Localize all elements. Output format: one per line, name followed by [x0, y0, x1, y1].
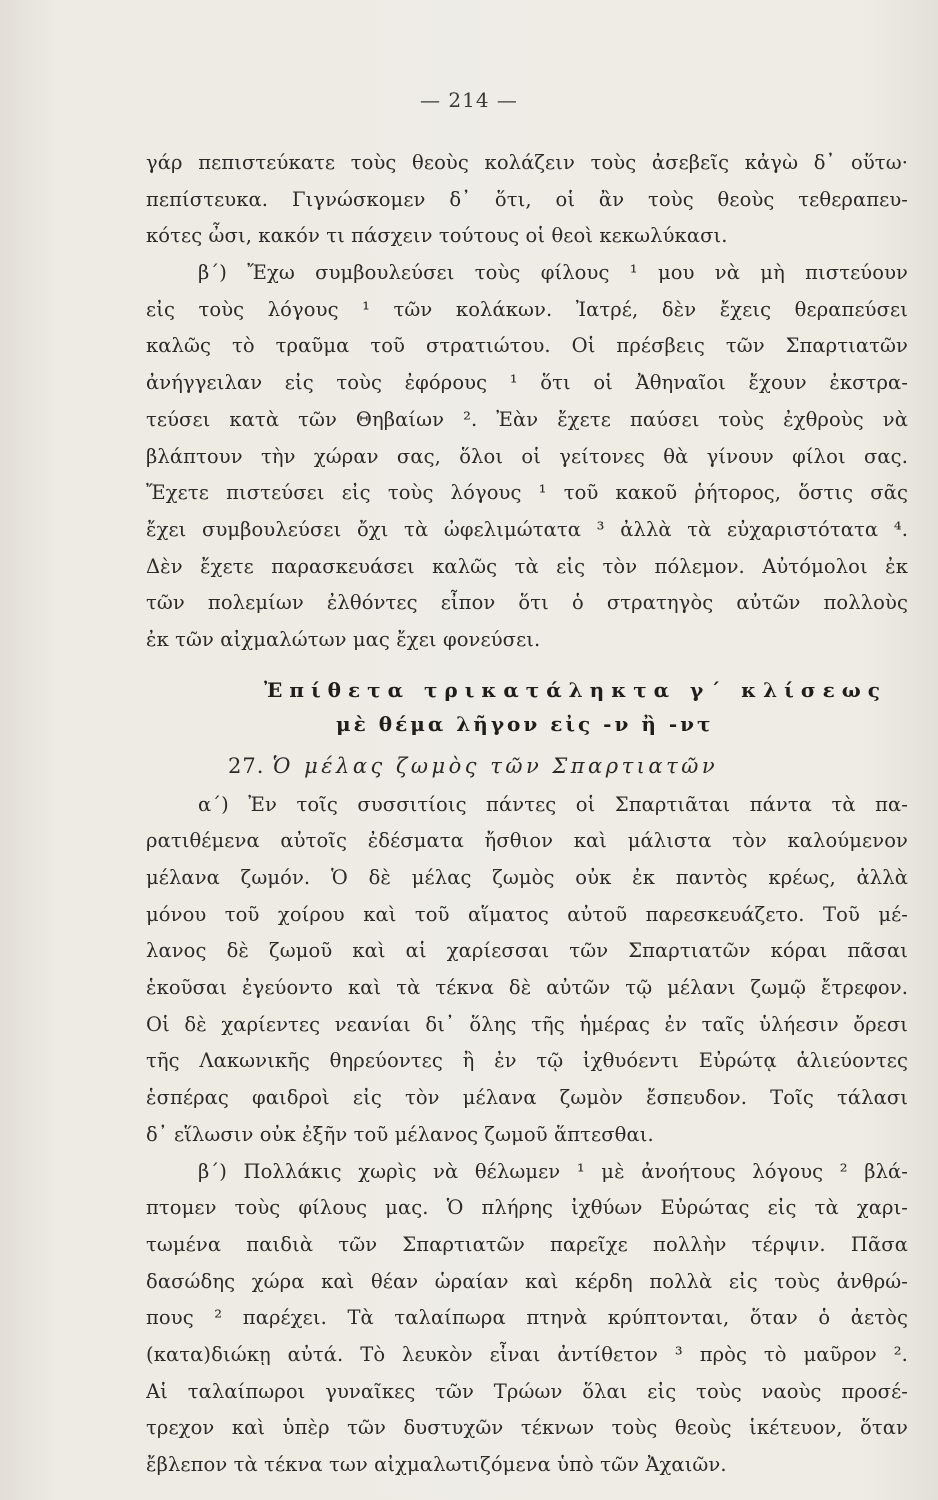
text-line: ἔχει συμβουλεύσει ὄχι τὰ ὠφελιμώτατα ³ ἀλλὰ τὰ εὐχαριστότατα ⁴. — [146, 517, 908, 541]
exercise-b — [146, 255, 908, 659]
text-line: β΄) Ἔχω συμβουλεύσει τοὺς φίλους ¹ μου νὰ μὴ πιστεύουν — [198, 261, 908, 285]
text-line: ρατιθέμενα αὐτοῖς ἐδέσματα ἤσθιον καὶ μάλιστα τὸν καλούμενον — [146, 829, 908, 853]
text-line: τεύσει κατὰ τῶν Θηβαίων ². Ἐὰν ἔχετε παύσει τοὺς ἐχθροὺς νὰ — [146, 407, 908, 431]
text-line: Δὲν ἔχετε παρασκευάσει καλῶς τὰ εἰς τὸν πόλεμον. Αὐτόμολοι ἐκ — [146, 554, 908, 578]
exercise-b-text — [146, 1154, 908, 1484]
text-line: ἀνήγγειλαν εἰς τοὺς ἐφόρους ¹ ὅτι οἱ Ἀθηναῖοι ἔχουν ἐκστρα- — [146, 371, 908, 395]
page-number: — 214 — — [420, 88, 518, 112]
exercise-a-text — [146, 787, 908, 1154]
text-line: πτομεν τοὺς φίλους μας. Ὁ πλήρης ἰχθύων Εὐρώτας εἰς τὰ χαρι- — [146, 1196, 908, 1220]
text-line: β΄) Πολλάκις χωρὶς νὰ θέλωμεν ¹ μὲ ἀνοήτους λόγους ² βλά- — [198, 1159, 908, 1183]
text-line: τωμένα παιδιὰ τῶν Σπαρτιατῶν παρεῖχε πολλὴν τέρψιν. Πᾶσα — [146, 1232, 908, 1256]
text-line: ἐκ τῶν αἰχμαλώτων μας ἔχει φονεύσει. — [146, 627, 541, 651]
text-line: α΄) Ἐν τοῖς συσσιτίοις πάντες οἱ Σπαρτιᾶται πάντα τὰ πα- — [198, 792, 908, 816]
page-content — [146, 145, 908, 1484]
text-line: λανος δὲ ζωμοῦ καὶ αἱ χαρίεσσαι τῶν Σπαρτιατῶν κόραι πᾶσαι — [146, 939, 908, 963]
text-line: πεπίστευκα. Γιγνώσκομεν δ᾽ ὅτι, οἱ ἂν τοὺς θεοὺς τεθεραπευ- — [146, 187, 908, 211]
text-line: μόνου τοῦ χοίρου καὶ τοῦ αἵματος αὐτοῦ παρεσκευάζετο. Τοῦ μέ- — [146, 902, 908, 926]
chapter-subheading: μὲ θέμα λῆγον εἰς -ν ἢ -ντ — [336, 711, 714, 736]
chapter-heading: Ἐπίθετα τρικατάληκτα γ΄ κλίσεως — [264, 677, 887, 702]
text-line: καλῶς τὸ τραῦμα τοῦ στρατιώτου. Οἱ πρέσβεις τῶν Σπαρτιατῶν — [146, 334, 908, 358]
text-line: εἰς τοὺς λόγους ¹ τῶν κολάκων. Ἰατρέ, δὲν ἔχεις θεραπεύσει — [146, 297, 908, 321]
text-line: κότες ὦσι, κακόν τι πάσχειν τούτους οἱ θεοὶ κεκωλύκασι. — [146, 224, 728, 248]
text-line: τῶν πολεμίων ἐλθόντες εἶπον ὅτι ὁ στρατηγὸς αὐτῶν πολλοὺς — [146, 591, 908, 615]
section-title-text: Ὁ μέλας ζωμὸς τῶν Σπαρτιατῶν — [272, 753, 719, 778]
text-line: ἑκοῦσαι ἐγεύοντο καὶ τὰ τέκνα δὲ αὐτῶν τῷ μέλανι ζωμῷ ἔτρεφον. — [146, 976, 908, 1000]
paragraph-continuation — [146, 145, 908, 255]
text-line: βλάπτουν τὴν χώραν σας, ὅλοι οἱ γείτονες θὰ γίνουν φίλοι σας. — [146, 444, 908, 468]
text-line: ἑσπέρας φαιδροὶ εἰς τὸν μέλανα ζωμὸν ἔσπευδον. Τοῖς τάλασι — [146, 1086, 908, 1110]
text-line: Ἔχετε πιστεύσει εἰς τοὺς λόγους ¹ τοῦ κακοῦ ῥήτορος, ὅστις σᾶς — [146, 481, 908, 505]
text-line: μέλανα ζωμόν. Ὁ δὲ μέλας ζωμὸς οὐκ ἐκ παντὸς κρέως, ἀλλὰ — [146, 866, 908, 889]
section-number: 27. — [228, 753, 265, 778]
text-line: πους ² παρέχει. Τὰ ταλαίπωρα πτηνὰ κρύπτονται, ὅταν ὁ ἀετὸς — [146, 1306, 908, 1330]
text-line: δασώδης χώρα καὶ θέαν ὡραίαν καὶ κέρδη πολλὰ εἰς τοὺς ἀνθρώ- — [146, 1269, 908, 1293]
section-title — [146, 745, 908, 787]
text-line: γάρ πεπιστεύκατε τοὺς θεοὺς κολάζειν τοὺς ἀσεβεῖς κἀγὼ δ᾽ οὕτω· — [146, 151, 908, 174]
text-line: Οἱ δὲ χαρίεντες νεανίαι δι᾽ ὅλης τῆς ἡμέρας ἐν ταῖς ὑλήεσιν ὄρεσι — [146, 1012, 908, 1036]
text-line: δ᾽ εἵλωσιν οὐκ ἐξῆν τοῦ μέλανος ζωμοῦ ἅπτεσθαι. — [146, 1122, 654, 1146]
text-line: Αἱ ταλαίπωροι γυναῖκες τῶν Τρώων ὅλαι εἰς τοὺς ναοὺς προσέ- — [146, 1379, 908, 1403]
text-line: ἔβλεπον τὰ τέκνα των αἰχμαλωτιζόμενα ὑπὸ τῶν Ἀχαιῶν. — [146, 1453, 727, 1476]
text-line: τῆς Λακωνικῆς θηρεύοντες ἢ ἐν τῷ ἰχθυόεντι Εὐρώτᾳ ἁλιεύοντες — [146, 1049, 908, 1073]
text-line: (κατα)διώκῃ αὐτά. Τὸ λευκὸν εἶναι ἀντίθετον ³ πρὸς τὸ μαῦρον ². — [146, 1342, 908, 1366]
text-line: τρεχον καὶ ὑπὲρ τῶν δυστυχῶν τέκνων τοὺς θεοὺς ἱκέτευον, ὅταν — [146, 1416, 908, 1440]
